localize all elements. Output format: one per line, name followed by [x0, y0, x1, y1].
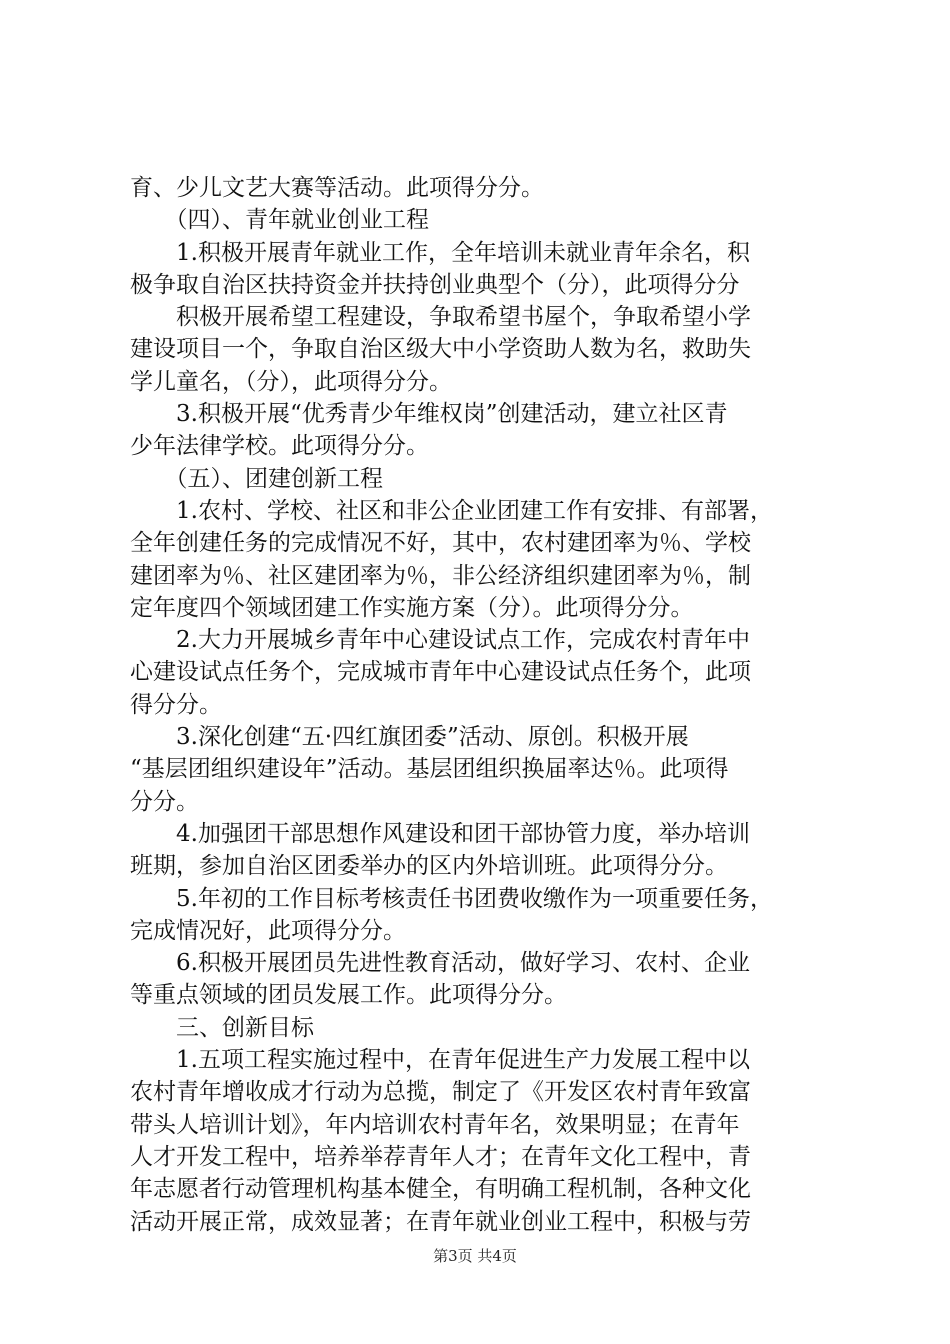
text-line: 5.年初的工作目标考核责任书团费收缴作为一项重要任务， — [130, 885, 773, 912]
text-line: 年志愿者行动管理机构基本健全，有明确工程机制，各种文化 — [130, 1176, 751, 1203]
text-line: 带头人培训计划》，年内培训农村青年名，效果明显；在青年 — [130, 1111, 740, 1138]
text-line: 学儿童名，（分），此项得分分。 — [130, 368, 452, 395]
text-line: 育、少儿文艺大赛等活动。此项得分分。 — [130, 175, 544, 201]
text-line: 全年创建任务的完成情况不好，其中，农村建团率为％、学校 — [130, 530, 751, 557]
text-line: 等重点领域的团员发展工作。此项得分分。 — [130, 982, 567, 1009]
text-line: 3.深化创建“五·四红旗团委”活动、原创。积极开展 — [130, 724, 689, 751]
text-line: 6.积极开展团员先进性教育活动，做好学习、农村、企业 — [130, 950, 750, 977]
text-line: 1.农村、学校、社区和非公企业团建工作有安排、有部署， — [130, 497, 773, 524]
document-body — [130, 172, 830, 1238]
section-heading: （五）、团建创新工程 — [130, 465, 383, 492]
text-line: 1.积极开展青年就业工作，全年培训未就业青年余名，积 — [130, 239, 750, 266]
text-line: 定年度四个领域团建工作实施方案（分）。此项得分分。 — [130, 594, 694, 621]
text-line: 人才开发工程中，培养举荐青年人才；在青年文化工程中，青 — [130, 1143, 751, 1170]
text-line: “基层团组织建设年”活动。基层团组织换届率达％。此项得 — [130, 756, 729, 783]
text-line: 完成情况好，此项得分分。 — [130, 917, 406, 944]
text-line: 心建设试点任务个，完成城市青年中心建设试点任务个，此项 — [130, 659, 751, 686]
text-line: 分分。 — [130, 788, 199, 815]
section-heading: （四）、青年就业创业工程 — [130, 207, 429, 234]
text-line: 极争取自治区扶持资金并扶持创业典型个（分），此项得分分 — [130, 271, 740, 298]
text-line: 建团率为％、社区建团率为％，非公经济组织建团率为％，制 — [130, 562, 751, 589]
text-line: 少年法律学校。此项得分分。 — [130, 433, 429, 460]
text-line: 4.加强团干部思想作风建设和团干部协管力度，举办培训 — [130, 820, 750, 847]
page-number-footer: 第3页 共4页 — [433, 1247, 517, 1265]
text-line: 积极开展希望工程建设，争取希望书屋个，争取希望小学 — [130, 304, 751, 331]
text-line: 农村青年增收成才行动为总揽，制定了《开发区农村青年致富 — [130, 1079, 751, 1106]
text-line: 1.五项工程实施过程中，在青年促进生产力发展工程中以 — [130, 1047, 750, 1074]
text-line: 班期，参加自治区团委举办的区内外培训班。此项得分分。 — [130, 853, 728, 880]
section-heading: 三、创新目标 — [130, 1014, 314, 1041]
text-line: 得分分。 — [130, 691, 222, 718]
text-line: 活动开展正常，成效显著；在青年就业创业工程中，积极与劳 — [130, 1208, 751, 1235]
text-line: 2.大力开展城乡青年中心建设试点工作，完成农村青年中 — [130, 627, 750, 654]
text-line: 建设项目一个，争取自治区级大中小学资助人数为名，救助失 — [130, 336, 751, 363]
text-line: 3.积极开展“优秀青少年维权岗”创建活动，建立社区青 — [130, 401, 728, 428]
